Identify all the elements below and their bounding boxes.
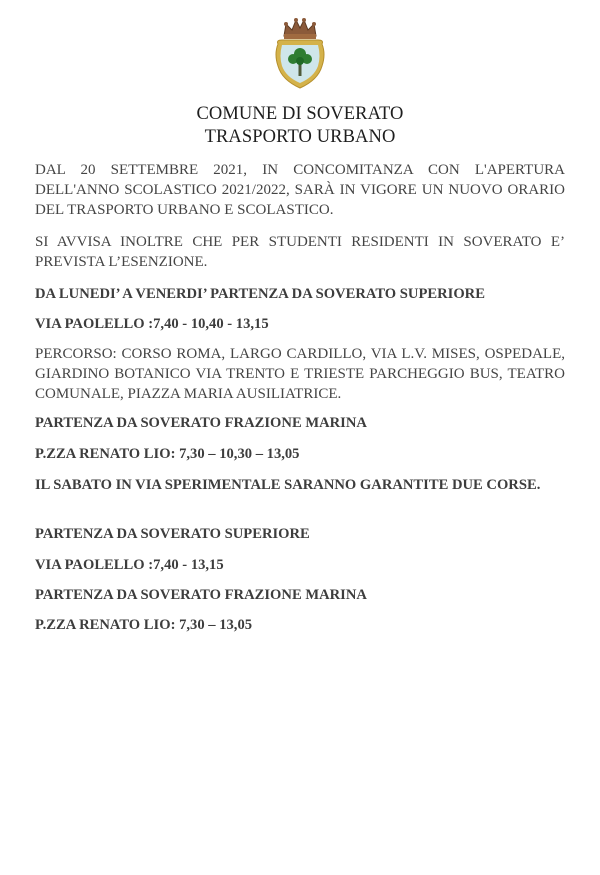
saturday-marina-heading: PARTENZA DA SOVERATO FRAZIONE MARINA (35, 587, 367, 603)
weekday-heading: DA LUNEDI’ A VENERDI’ PARTENZA DA SOVERATO SUPERIORE (35, 286, 485, 302)
coat-of-arms-icon (262, 14, 338, 94)
saturday-marina-times: P.ZZA RENATO LIO: 7,30 – 13,05 (35, 617, 253, 633)
saturday-superiore-heading: PARTENZA DA SOVERATO SUPERIORE (35, 526, 310, 542)
document-title: COMUNE DI SOVERATO (196, 104, 404, 124)
saturday-superiore-times: VIA PAOLELLO :7,40 - 13,15 (35, 557, 224, 573)
weekday-marina-heading: PARTENZA DA SOVERATO FRAZIONE MARINA (35, 415, 367, 431)
document-subtitle: TRASPORTO URBANO (204, 127, 396, 147)
weekday-superiore-times: VIA PAOLELLO :7,40 - 10,40 - 13,15 (35, 316, 269, 332)
weekday-marina-times: P.ZZA RENATO LIO: 7,30 – 10,30 – 13,05 (35, 446, 300, 462)
exemption-paragraph: SI AVVISA INOLTRE CHE PER STUDENTI RESIDENTI IN SOVERATO E’ PREVISTA L’ESENZIONE. (35, 234, 565, 270)
route-paragraph: PERCORSO: CORSO ROMA, LARGO CARDILLO, VIA L.V. MISES, OSPEDALE, GIARDINO BOTANICO VIA TRENTO E TRIESTE PARCHEGGIO BUS, TEATRO COMUNALE, PIAZZA MARIA AUSILIATRICE. (35, 346, 565, 402)
intro-paragraph: DAL 20 SETTEMBRE 2021, IN CONCOMITANZA CON L'APERTURA DELL'ANNO SCOLASTICO 2021/2022, SARÀ IN VIGORE UN NUOVO ORARIO DEL TRASPORTO URBANO E SCOLASTICO. (35, 162, 565, 218)
saturday-notice: IL SABATO IN VIA SPERIMENTALE SARANNO GARANTITE DUE CORSE. (35, 477, 541, 493)
